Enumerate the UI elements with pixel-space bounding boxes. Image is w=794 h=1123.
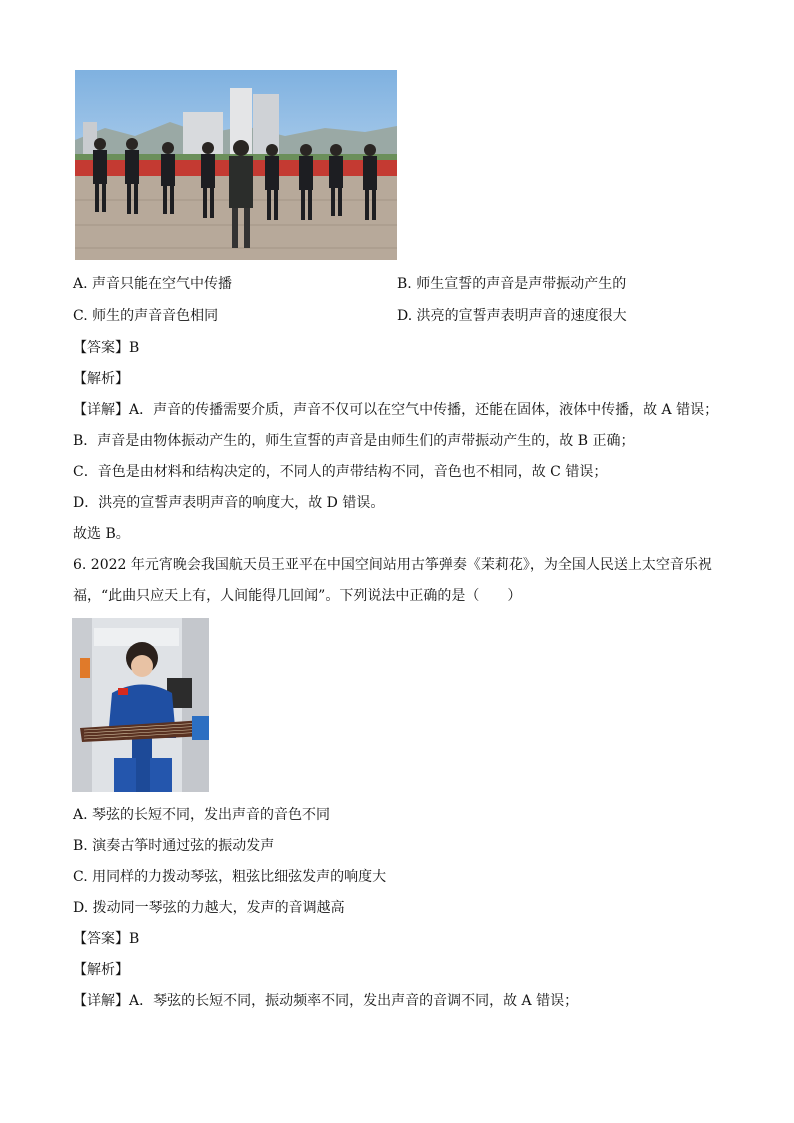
q5-analysis-label: 【解析】 [73, 371, 129, 387]
q6-detail-1: 【详解】A．琴弦的长短不同，振动频率不同，发出声音的音调不同，故 A 错误； [73, 993, 579, 1009]
q5-option-a: A. 声音只能在空气中传播 [73, 276, 233, 292]
q5-option-b: B. 师生宣誓的声音是声带振动产生的 [397, 276, 627, 292]
q5-detail-3: C．音色是由材料和结构决定的，不同人的声带结构不同，音色也不相同，故 C 错误； [73, 464, 608, 480]
q6-analysis-label: 【解析】 [73, 962, 129, 978]
q5-detail-4: D．洪亮的宣誓声表明声音的响度大，故 D 错误。 [73, 495, 385, 511]
q5-option-d: D. 洪亮的宣誓声表明声音的速度很大 [397, 308, 627, 324]
q6-option-b: B. 演奏古筝时通过弦的振动发声 [73, 838, 275, 854]
q5-detail-2: B．声音是由物体振动产生的，师生宣誓的声音是由师生们的声带振动产生的，故 B 正确； [73, 433, 635, 449]
q6-option-c: C. 用同样的力拨动琴弦，粗弦比细弦发声的响度大 [73, 869, 387, 885]
q5-detail-1: 【详解】A．声音的传播需要介质，声音不仅可以在空气中传播，还能在固体，液体中传播，故 A 错误； [73, 402, 719, 418]
q6-stem-line-1: 6. 2022 年元宵晚会我国航天员王亚平在中国空间站用古筝弹奏《茉莉花》，为全国人民送上太空音乐祝 [73, 557, 712, 573]
q6-option-d: D. 拨动同一琴弦的力越大，发声的音调越高 [73, 900, 345, 916]
q5-option-c: C. 师生的声音音色相同 [73, 308, 219, 324]
pledge-photo [75, 70, 397, 260]
q6-option-a: A. 琴弦的长短不同，发出声音的音色不同 [73, 807, 331, 823]
q5-answer: 【答案】B [73, 340, 140, 356]
q5-conclusion: 故选 B。 [73, 526, 130, 542]
q6-stem-line-2: 福，“此曲只应天上有，人间能得几回闻”。下列说法中正确的是（ ） [73, 588, 522, 604]
q6-answer: 【答案】B [73, 931, 140, 947]
astronaut-photo [72, 618, 209, 792]
